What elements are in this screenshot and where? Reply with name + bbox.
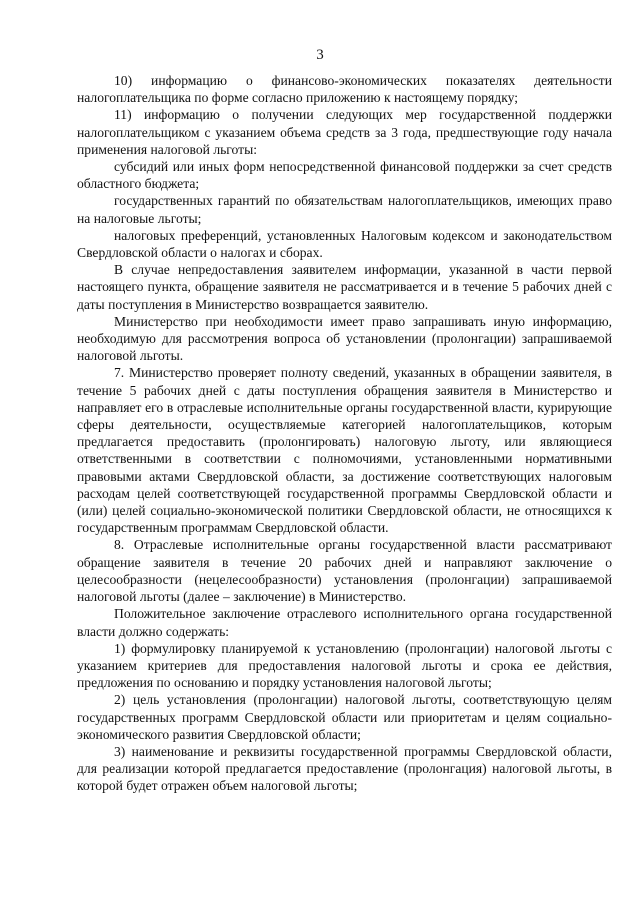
document-body	[77, 72, 612, 795]
paragraph-clause-8: 8. Отраслевые исполнительные органы государственной власти рассматривают обращение заявителя в течение 20 рабочих дней и направляют заключение о целесообразности (нецелесообразности) установления (пролонгации) запрашиваемой налоговой льготы (далее – заключение) в Министерство.	[77, 537, 612, 605]
paragraph-non-submission: В случае непредоставления заявителем информации, указанной в части первой настоящего пункта, обращение заявителя не рассматривается и в течение 5 рабочих дней с даты поступления в Министерство возвращается заявителю.	[77, 262, 612, 312]
paragraph-conclusion-item-1: 1) формулировку планируемой к установлению (пролонгации) налоговой льготы с указанием критериев для предоставления налоговой льготы и срока ее действия, предложения по основанию и порядку установления налоговой льготы;	[77, 640, 612, 691]
paragraph-subsidies: субсидий или иных форм непосредственной финансовой поддержки за счет средств областного бюджета;	[77, 159, 612, 192]
paragraph-item-10: 10) информацию о финансово-экономических показателях деятельности налогоплательщика по форме согласно приложению к настоящему порядку;	[77, 73, 612, 106]
paragraph-item-11: 11) информацию о получении следующих мер государственной поддержки налогоплательщиком с указанием объема средств за 3 года, предшествующие году начала применения налоговой льготы:	[77, 107, 612, 157]
paragraph-tax-preferences: налоговых преференций, установленных Налоговым кодексом и законодательством Свердловской области о налогах и сборах.	[77, 227, 612, 261]
paragraph-positive-conclusion: Положительное заключение отраслевого исполнительного органа государственной власти должно содержать:	[77, 606, 612, 639]
paragraph-clause-7: 7. Министерство проверяет полноту сведений, указанных в обращении заявителя, в течение 5 рабочих дней с даты поступления обращения заявителя в Министерство и направляет его в отраслевые исполнительные органы государственной власти, курирующие сферы деятельности, осуществляемые категорией налогоплательщиков, которым предлагается предоставить (пролонгировать) налоговую льготу, или являющиеся ответственными в соответствии с полномочиями, установленными нормативными правовыми актами Свердловской области, за достижение соответствующих налоговым расходам целей соответствующей государственной программы Свердловской области и (или) целей социально-экономической политики Свердловской области, не относящихся к государственным программам Свердловской области.	[77, 365, 612, 536]
page-number: 3	[316, 47, 324, 63]
paragraph-conclusion-item-2: 2) цель установления (пролонгации) налоговой льготы, соответствующую целям государственных программ Свердловской области или приоритетам и целям социально-экономического развития Свердловской области;	[77, 692, 612, 742]
paragraph-ministry-request: Министерство при необходимости имеет право запрашивать иную информацию, необходимую для рассмотрения вопроса об установлении (пролонгации) запрашиваемой налоговой льготы.	[77, 313, 612, 364]
paragraph-state-guarantees: государственных гарантий по обязательствам налогоплательщиков, имеющих право на налоговые льготы;	[77, 193, 612, 226]
paragraph-conclusion-item-3: 3) наименование и реквизиты государственной программы Свердловской области, для реализации которой предлагается предоставление (пролонгация) налоговой льготы, в которой будет отражен объем налоговой льготы;	[77, 743, 612, 794]
